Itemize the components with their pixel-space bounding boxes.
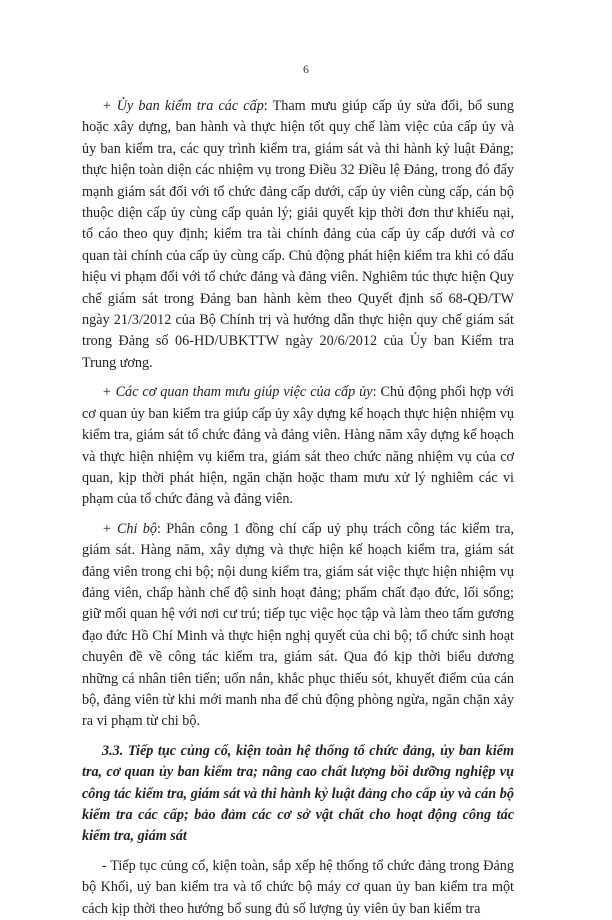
paragraph-lead: + Ủy ban kiểm tra các cấp — [102, 98, 264, 114]
paragraph-text: : Tham mưu giúp cấp ủy sửa đổi, bổ sung hoặc xây dựng, ban hành và thực hiện tốt quy chế làm việc của cấp ủy và ủy ban kiểm tra, các quy trình kiểm tra, giám sát và thi hành kỷ luật Đảng; thực hiện toàn diện các nhiệm vụ trong Điều 32 Điều lệ Đảng, trong đó đẩy mạnh giám sát đối với tổ chức đảng cấp dưới, cấp ủy viên cùng cấp, cán bộ thuộc diện cấp ủy cùng cấp quản lý; giải quyết kịp thời đơn thư khiếu nại, tố cáo theo quy định; kiểm tra tài chính đảng của cấp ủy cấp dưới và cơ quan tài chính của cấp ủy cùng cấp. Chủ động phát hiện kiểm tra khi có dấu hiệu vi phạm đối với tổ chức đảng và đảng viên. Nghiêm túc thực hiện Quy chế giám sát trong Đảng ban hành kèm theo Quyết định số 68-QĐ/TW ngày 21/3/2012 của Bộ Chính trị và hướng dẫn thực hiện quy chế giám sát trong Đảng số 06-HD/UBKTTW ngày 20/6/2012 của Ủy ban Kiểm tra Trung ương. — [82, 98, 514, 371]
paragraph-chi-bo — [82, 519, 514, 733]
paragraph-text: : Phân công 1 đồng chí cấp uỷ phụ trách công tác kiểm tra, giám sát. Hàng năm, xây dựng và thực hiện kế hoạch kiểm tra, giám sát đảng viên trong chi bộ; nội dung kiểm tra, giám sát việc thực hiện nhiệm vụ đảng viên, chấp hành chế độ sinh hoạt đảng; phẩm chất đạo đức, lối sống; giữ mối quan hệ với nơi cư trú; tiếp tục việc học tập và làm theo tấm gương đạo đức Hồ Chí Minh và thực hiện nghị quyết của chi bộ; tổ chức sinh hoạt chuyên đề về công tác kiểm tra, giám sát. Qua đó kịp thời biểu dương những cá nhân tiên tiến; uốn nắn, khắc phục thiếu sót, khuyết điểm của cán bộ, đảng viên từ khi mới manh nha để chủ động phòng ngừa, ngăn chặn xảy ra vi phạm từ chi bộ. — [82, 520, 514, 730]
paragraph-ubkt-cac-cap — [82, 96, 514, 374]
document-body — [82, 96, 514, 920]
paragraph-lead: + Chi bộ — [102, 520, 157, 537]
paragraph-co-quan-tham-muu — [82, 382, 514, 510]
page-number: 6 — [303, 62, 309, 76]
paragraph-lead: + Các cơ quan tham mưu giúp việc của cấp ủy — [102, 384, 373, 401]
paragraph-cung-co-kien-toan: - Tiếp tục củng cố, kiện toàn, sắp xếp hệ thống tổ chức đảng trong Đảng bộ Khối, uỷ ban kiểm tra và tổ chức bộ máy cơ quan ủy ban kiểm tra một cách kịp thời theo hướng bổ sung đủ số lượng ủy viên ủy ban kiểm tra — [82, 857, 514, 917]
section-heading-3-3: 3.3. Tiếp tục củng cố, kiện toàn hệ thống tổ chức đảng, ủy ban kiểm tra, cơ quan ủy ban kiểm tra; nâng cao chất lượng bồi dưỡng nghiệp vụ công tác kiểm tra, giám sát và thi hành kỷ luật đảng cho cấp ủy và cán bộ kiểm tra các cấp; bảo đảm các cơ sở vật chất cho hoạt động công tác kiểm tra, giám sát — [82, 742, 514, 845]
paragraph-text: : Chủ động phối hợp với cơ quan ủy ban kiểm tra giúp cấp ủy xây dựng kế hoạch thực hiện nhiệm vụ kiểm tra, giám sát tổ chức đảng và đảng viên. Hàng năm xây dựng kế hoạch và thực hiện nhiệm vụ kiểm tra, giám sát theo chức năng nhiệm vụ của cơ quan, kịp thời phát hiện, ngăn chặn hoặc tham mưu xử lý nghiêm các vi phạm của tổ chức đảng và đảng viên. — [82, 384, 514, 508]
